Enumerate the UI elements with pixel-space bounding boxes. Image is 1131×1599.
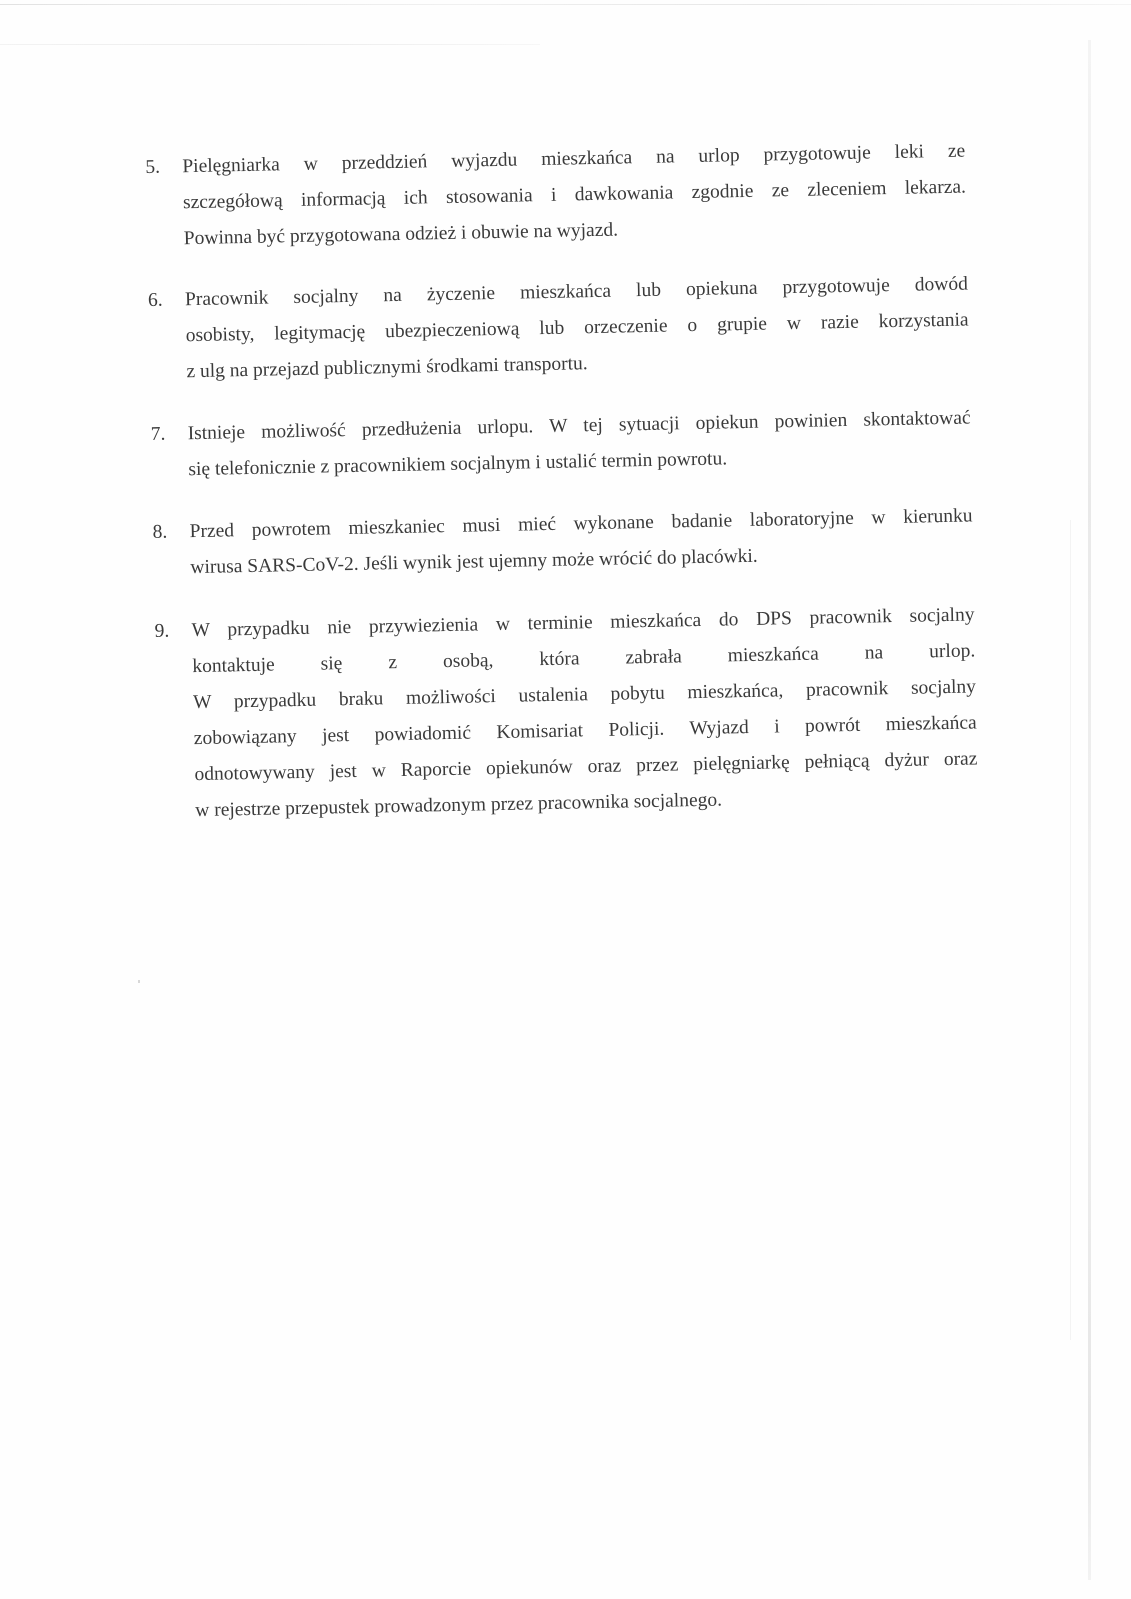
list-item-line: się telefonicznie z pracownikiem socjalnym i ustalić termin powrotu.	[188, 448, 728, 481]
scan-edge-top	[0, 4, 1131, 5]
list-item-line: Pielęgniarka w przeddzień wyjazdu mieszkańca na urlop przygotowuje leki ze	[182, 140, 966, 178]
list-item-line: osobisty, legitymację ubezpieczeniową lub orzeczenie o grupie w razie korzystania	[185, 309, 969, 347]
list-item-line: wirusa SARS-CoV-2. Jeśli wynik jest ujemny może wrócić do placówki.	[190, 545, 758, 579]
scan-edge-right-inner	[1070, 520, 1071, 1340]
list-item-line: Przed powrotem mieszkaniec musi mieć wykonane badanie laboratoryjne w kierunku	[189, 505, 973, 543]
scan-edge-top-inner	[0, 44, 540, 45]
list-item-number: 9.	[154, 620, 170, 642]
list-item-number: 8.	[152, 521, 168, 543]
list-item-number: 7.	[150, 423, 166, 445]
list-item	[148, 267, 970, 391]
scan-speck	[138, 980, 140, 983]
list-item-line: W przypadku braku możliwości ustalenia pobytu mieszkańca, pracownik socjalny	[192, 676, 977, 714]
list-item-number: 6.	[147, 289, 163, 311]
list-item-line: W przypadku nie przywiezienia w terminie mieszkańca do DPS pracownik socjalny	[191, 604, 975, 642]
list-item-line: odnotowywany jest w Raporcie opiekunów oraz przez pielęgniarkę pełniącą dyżur oraz	[194, 748, 978, 786]
list-item-line: w rejestrze przepustek prowadzonym przez pracownika socjalnego.	[195, 789, 723, 822]
scan-edge-right	[1088, 40, 1091, 1580]
list-item-line: Pracownik socjalny na życzenie mieszkańca lub opiekuna przygotowuje dowód	[184, 273, 969, 311]
list-item-line: kontaktuje się z osobą, która zabrała mieszkańca na urlop.	[192, 640, 976, 678]
list-item-number: 5.	[145, 156, 161, 178]
list-item-line: Powinna być przygotowana odzież i obuwie na wyjazd.	[183, 219, 619, 250]
list-item	[152, 498, 973, 586]
list-item	[154, 597, 978, 829]
list-item	[145, 134, 967, 258]
list-item-line: Istnieje możliwość przedłużenia urlopu. W tej sytuacji opiekun powinien skontaktować	[187, 407, 971, 445]
list-item-line: z ulg na przejazd publicznymi środkami transportu.	[186, 353, 588, 383]
list-item-line: szczegółową informacją ich stosowania i dawkowania zgodnie ze zleceniem lekarza.	[182, 176, 967, 214]
list-item-line: zobowiązany jest powiadomić Komisariat Policji. Wyjazd i powrót mieszkańca	[193, 712, 977, 750]
list-item	[150, 400, 971, 488]
document-body	[145, 134, 979, 855]
